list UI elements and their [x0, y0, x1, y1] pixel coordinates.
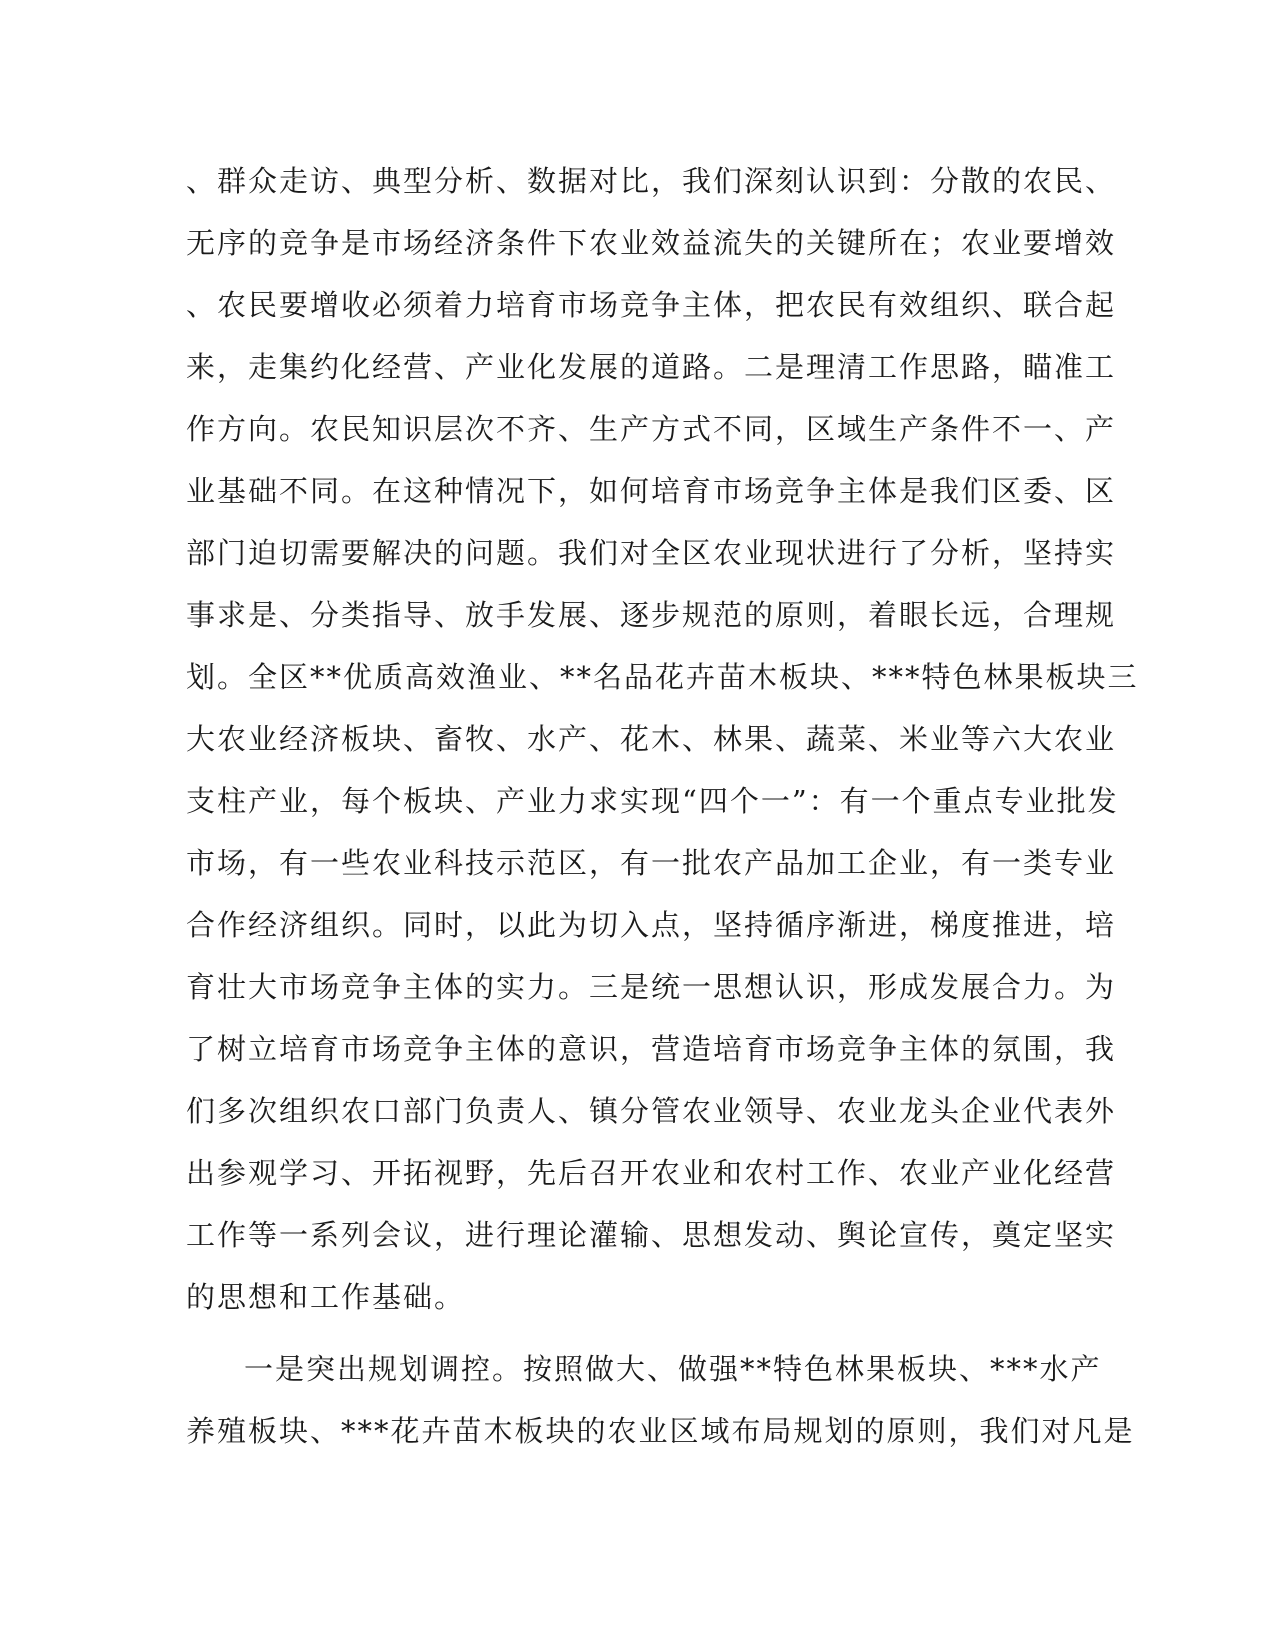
paragraph-line: 工作等一系列会议，进行理论灌输、思想发动、舆论宣传，奠定坚实 — [186, 1218, 1117, 1252]
paragraph-line: 无序的竞争是市场经济条件下农业效益流失的关键所在；农业要增效 — [186, 226, 1117, 260]
paragraph-line: 划。全区**优质高效渔业、**名品花卉苗木板块、***特色林果板块三 — [186, 660, 1139, 694]
paragraph-line: 了树立培育市场竞争主体的意识，营造培育市场竞争主体的氛围，我 — [186, 1032, 1117, 1066]
document-body — [186, 150, 1139, 1462]
paragraph-line: 的思想和工作基础。 — [186, 1280, 466, 1314]
paragraph-line: 一是突出规划调控。按照做大、做强**特色林果板块、***水产 — [244, 1352, 1102, 1386]
paragraph-1 — [186, 150, 1139, 1328]
paragraph-line: 出参观学习、开拓视野，先后召开农业和农村工作、农业产业化经营 — [186, 1156, 1117, 1190]
paragraph-line: 育壮大市场竞争主体的实力。三是统一思想认识，形成发展合力。为 — [186, 970, 1117, 1004]
paragraph-line: 部门迫切需要解决的问题。我们对全区农业现状进行了分析，坚持实 — [186, 536, 1117, 570]
paragraph-spacer — [186, 1328, 1086, 1338]
paragraph-2 — [186, 1338, 1135, 1462]
paragraph-line: 业基础不同。在这种情况下，如何培育市场竞争主体是我们区委、区 — [186, 474, 1117, 508]
paragraph-line: 市场，有一些农业科技示范区，有一批农产品加工企业，有一类专业 — [186, 846, 1117, 880]
paragraph-line: 作方向。农民知识层次不齐、生产方式不同，区域生产条件不一、产 — [186, 412, 1117, 446]
paragraph-line: 、农民要增收必须着力培育市场竞争主体，把农民有效组织、联合起 — [186, 288, 1117, 322]
paragraph-line: 、群众走访、典型分析、数据对比，我们深刻认识到：分散的农民、 — [186, 164, 1117, 198]
paragraph-line: 养殖板块、***花卉苗木板块的农业区域布局规划的原则，我们对凡是 — [186, 1414, 1135, 1448]
paragraph-line: 合作经济组织。同时，以此为切入点，坚持循序渐进，梯度推进，培 — [186, 908, 1117, 942]
paragraph-line: 们多次组织农口部门负责人、镇分管农业领导、农业龙头企业代表外 — [186, 1094, 1117, 1128]
paragraph-line: 事求是、分类指导、放手发展、逐步规范的原则，着眼长远，合理规 — [186, 598, 1117, 632]
paragraph-line: 大农业经济板块、畜牧、水产、花木、林果、蔬菜、米业等六大农业 — [186, 722, 1117, 756]
paragraph-line: 来，走集约化经营、产业化发展的道路。二是理清工作思路，瞄准工 — [186, 350, 1117, 384]
paragraph-line: 支柱产业，每个板块、产业力求实现“四个一”：有一个重点专业批发 — [186, 784, 1119, 818]
